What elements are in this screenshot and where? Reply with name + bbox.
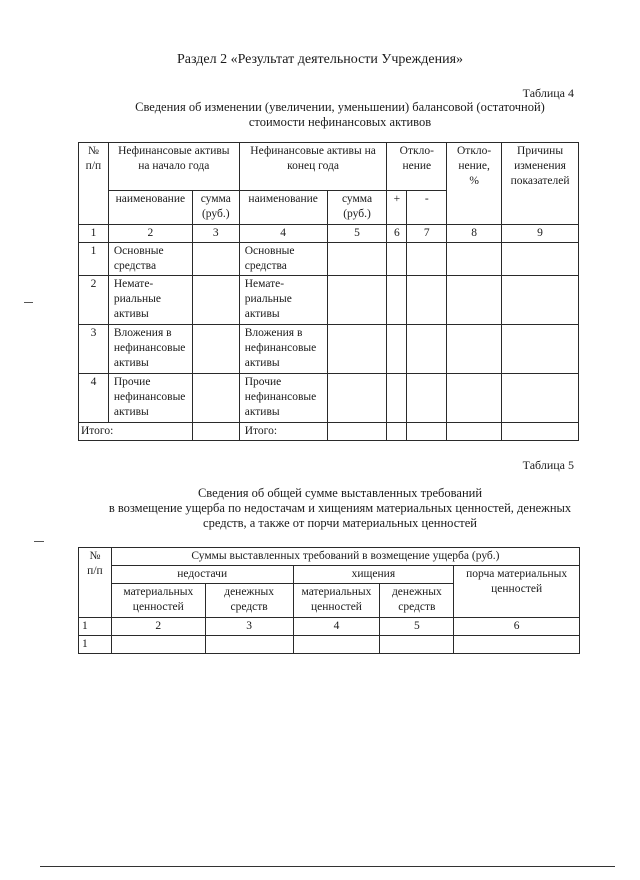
cell-text-line: % [469, 175, 479, 187]
t4-cell [502, 374, 579, 423]
t4-cell [327, 374, 387, 423]
t5-row-num: 1 [79, 636, 112, 654]
t4-col-number: 2 [108, 225, 192, 243]
table5 [78, 547, 580, 654]
cell-text-line: ценностей [491, 583, 543, 595]
t4-col-number: 7 [407, 225, 447, 243]
cell-text-line: порча материальных [466, 568, 568, 580]
table5-label: Таблица 5 [522, 458, 574, 472]
cell-text-line: (руб.) [343, 208, 371, 220]
t4-cell [192, 374, 239, 423]
t5-cell [293, 636, 380, 654]
cell-text-line: Немате- [244, 278, 285, 290]
cell-text-line: нефинансовые [244, 342, 317, 354]
t4-cell [502, 243, 579, 276]
cell-text-line: активы [113, 406, 149, 418]
cell-text-line: Откло- [399, 145, 434, 157]
t4-cell [447, 243, 502, 276]
t4-col-number: 8 [447, 225, 502, 243]
t5-row [79, 636, 580, 654]
t5-col-number: 6 [454, 618, 580, 636]
cell-text-line: п/п [87, 565, 103, 577]
t4-header-end-sum [327, 191, 387, 225]
cell-text-line: (руб.) [201, 208, 230, 220]
t4-cell [192, 423, 239, 441]
cell-text-line: изменения [514, 160, 566, 172]
cell-text-line: денежных [391, 586, 442, 598]
cell-text-line: материальных [123, 586, 194, 598]
cell-text-line: конец года [287, 160, 339, 172]
table4-title-line: стоимости нефинансовых активов [248, 115, 432, 129]
t4-cell [407, 423, 447, 441]
t5-cell [111, 636, 205, 654]
t5-header-money [205, 584, 293, 618]
t5-header-money [380, 584, 454, 618]
t4-cell [387, 423, 407, 441]
t5-col-number: 5 [380, 618, 454, 636]
cell-text-line: Нефинансовые активы на [250, 145, 376, 157]
t5-col-numbers-row [79, 618, 580, 636]
cell-text-line: средства [244, 260, 287, 272]
t5-header-shortage: недостачи [111, 566, 293, 584]
t5-header-damage [454, 566, 580, 618]
t4-row-end-name [239, 374, 327, 423]
cell-text-line: активы [113, 357, 149, 369]
t4-row [79, 276, 579, 325]
t4-cell [447, 374, 502, 423]
t4-total-row [79, 423, 579, 441]
t4-cell [387, 325, 407, 374]
cell-text-line: активы [244, 308, 280, 320]
cell-text-line: Нефинансовые активы [118, 145, 230, 157]
t5-cell [380, 636, 454, 654]
t4-cell [502, 423, 579, 441]
t5-header-num [79, 548, 112, 618]
t5-col-number: 4 [293, 618, 380, 636]
table5-title-line: средств, а также от порчи материальных ценностей [203, 516, 477, 530]
cell-text-line: ценностей [132, 601, 184, 613]
t4-cell [447, 276, 502, 325]
t4-cell [502, 325, 579, 374]
cell-text-line: ценностей [310, 601, 362, 613]
t4-header-minus: - [407, 191, 447, 225]
page-edge-line [40, 866, 615, 867]
cell-text-line: Причины [517, 145, 564, 157]
t5-cell [454, 636, 580, 654]
t4-cell [407, 325, 447, 374]
t4-total-end-label: Итого: [239, 423, 327, 441]
t4-row-start-name [108, 374, 192, 423]
cell-text-line: средств [398, 601, 436, 613]
cell-text-line: Немате- [113, 278, 154, 290]
t4-header-start-sum [192, 191, 239, 225]
cell-text-line: нение, [458, 160, 490, 172]
t4-row-start-name [108, 243, 192, 276]
section-title: Раздел 2 «Результат деятельности Учреждения» [176, 52, 464, 67]
t4-header-start-name: наименование [108, 191, 192, 225]
table4-title [60, 100, 620, 130]
t4-cell [407, 374, 447, 423]
cell-text-line: сумма [341, 193, 373, 205]
t4-cell [192, 325, 239, 374]
t4-row [79, 325, 579, 374]
t4-col-number: 6 [387, 225, 407, 243]
t4-row-num: 1 [79, 243, 109, 276]
t4-row [79, 374, 579, 423]
cell-text-line: № [87, 145, 99, 157]
t4-header-start [108, 143, 239, 191]
t5-header-material [111, 584, 205, 618]
t4-row-end-name [239, 325, 327, 374]
t4-header-plus: + [387, 191, 407, 225]
cell-text-line: денежных [224, 586, 275, 598]
t4-row-num: 2 [79, 276, 109, 325]
cell-text-line: активы [244, 406, 280, 418]
t5-header-theft: хищения [293, 566, 454, 584]
cell-text-line: № [89, 550, 101, 562]
t4-cell [407, 243, 447, 276]
scan-mark [34, 541, 44, 542]
cell-text-line: средств [230, 601, 268, 613]
t4-col-number: 4 [239, 225, 327, 243]
t4-header-deviation [387, 143, 447, 191]
cell-text-line: активы [244, 357, 280, 369]
t5-col-number: 3 [205, 618, 293, 636]
cell-text-line: Основные [113, 245, 164, 257]
t4-cell [327, 243, 387, 276]
t4-row [79, 243, 579, 276]
table4 [78, 142, 579, 441]
cell-text-line: Прочие [113, 376, 151, 388]
t4-col-number: 1 [79, 225, 109, 243]
t4-row-num: 3 [79, 325, 109, 374]
t4-cell [447, 423, 502, 441]
t4-row-end-name [239, 243, 327, 276]
t5-cell [205, 636, 293, 654]
t4-cell [192, 276, 239, 325]
t4-col-number: 5 [327, 225, 387, 243]
t4-cell [387, 374, 407, 423]
t4-cell [327, 325, 387, 374]
t4-col-number: 9 [502, 225, 579, 243]
cell-text-line: на начало года [138, 160, 210, 172]
t4-total-start-label: Итого: [79, 423, 193, 441]
table4-title-line: Сведения об изменении (увеличении, уменьшении) балансовой (остаточной) [135, 100, 545, 114]
cell-text-line: материальных [301, 586, 372, 598]
t5-col-number: 2 [111, 618, 205, 636]
t4-cell [387, 243, 407, 276]
t4-cell [327, 423, 387, 441]
cell-text-line: Вложения в [113, 327, 172, 339]
cell-text-line: средства [113, 260, 157, 272]
cell-text-line: показателей [510, 175, 570, 187]
t4-row-num: 4 [79, 374, 109, 423]
t4-col-number: 3 [192, 225, 239, 243]
t4-cell [192, 243, 239, 276]
t4-cell [387, 276, 407, 325]
t4-row-start-name [108, 276, 192, 325]
cell-text-line: Откло- [457, 145, 492, 157]
t4-header-deviation-pct [447, 143, 502, 225]
t4-cell [447, 325, 502, 374]
t4-cell [407, 276, 447, 325]
table5-title [40, 486, 640, 531]
t4-row-start-name [108, 325, 192, 374]
cell-text-line: нефинансовые [113, 391, 186, 403]
t4-row-end-name [239, 276, 327, 325]
table4-label: Таблица 4 [522, 86, 574, 100]
t4-cell [502, 276, 579, 325]
cell-text-line: Вложения в [244, 327, 303, 339]
cell-text-line: активы [113, 308, 149, 320]
t5-header-sums: Суммы выставленных требований в возмещение ущерба (руб.) [111, 548, 579, 566]
cell-text-line: риальные [113, 293, 161, 305]
t4-header-end-name: наименование [239, 191, 327, 225]
cell-text-line: Прочие [244, 376, 282, 388]
cell-text-line: нефинансовые [244, 391, 317, 403]
t5-header-material [293, 584, 380, 618]
t4-col-numbers-row [79, 225, 579, 243]
cell-text-line: нение [402, 160, 432, 172]
cell-text-line: сумма [200, 193, 231, 205]
cell-text-line: Основные [244, 245, 295, 257]
scan-mark [24, 302, 33, 303]
cell-text-line: нефинансовые [113, 342, 186, 354]
cell-text-line: риальные [244, 293, 292, 305]
t4-header-num [79, 143, 109, 225]
t4-header-reasons [502, 143, 579, 225]
table5-title-line: Сведения об общей сумме выставленных требований [197, 486, 483, 500]
t4-header-end [239, 143, 387, 191]
cell-text-line: п/п [85, 160, 102, 172]
t5-col-number: 1 [79, 618, 112, 636]
t4-cell [327, 276, 387, 325]
table5-title-line: в возмещение ущерба по недостачам и хищениям материальных ценностей, денежных [108, 501, 572, 515]
